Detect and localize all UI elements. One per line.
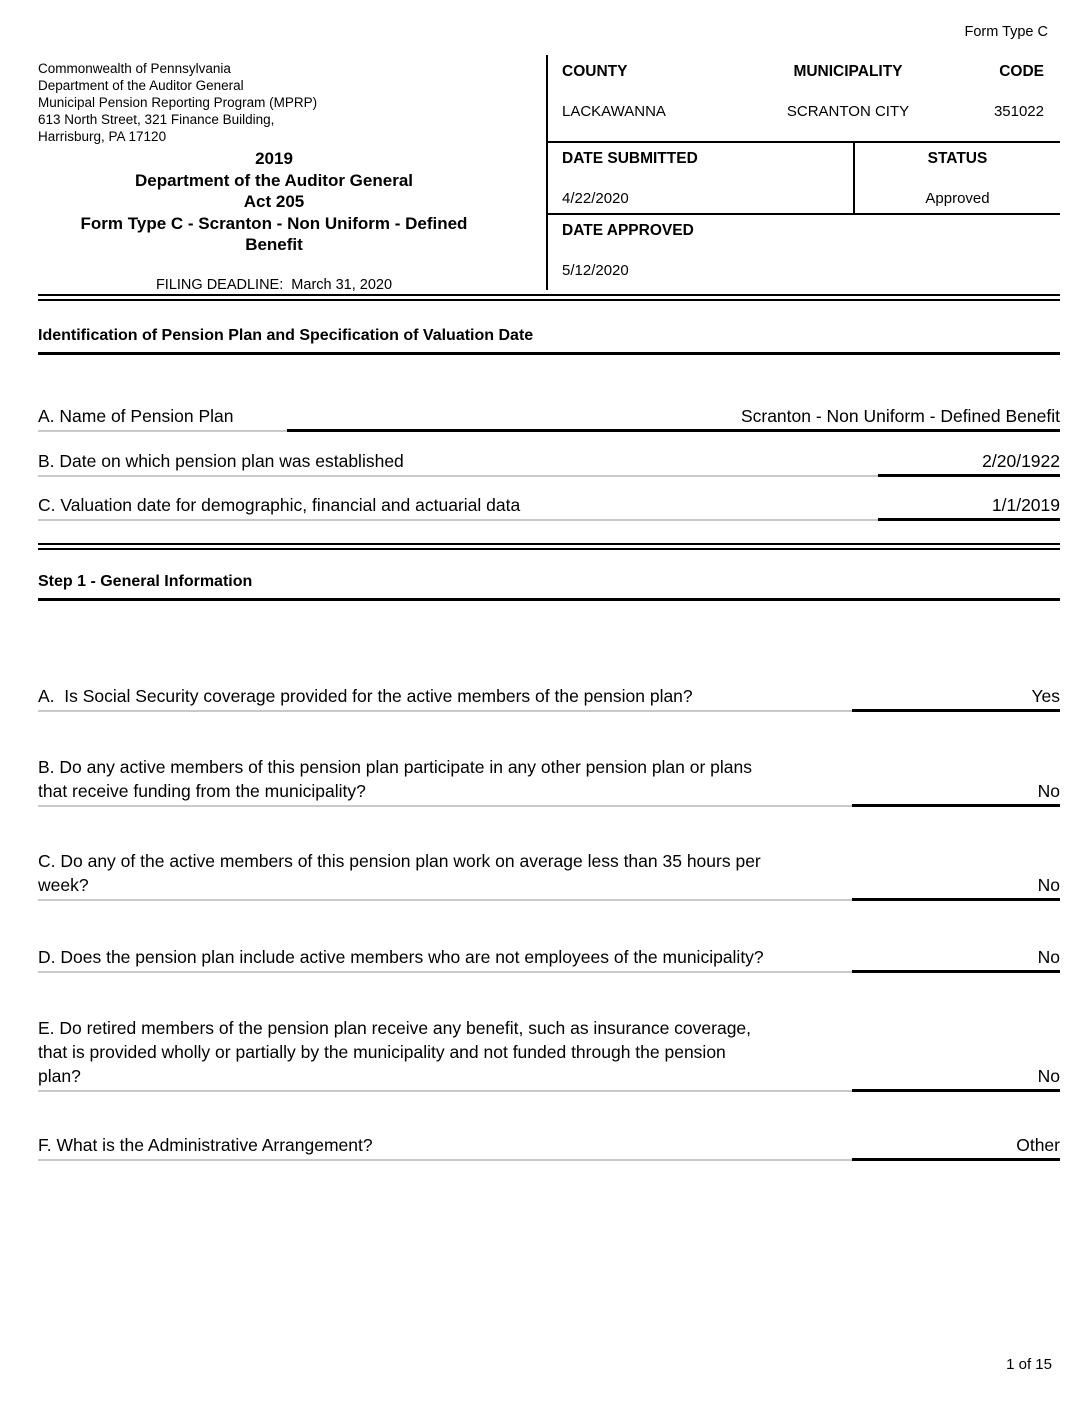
date-approved-row (548, 215, 1060, 288)
question-text: that receive funding from the municipality? (38, 781, 366, 801)
field-value: 2/20/1922 (982, 451, 1060, 471)
identification-section-heading (38, 326, 1060, 355)
header-divider-rule (38, 294, 1060, 301)
field-row-plan-name (38, 404, 1060, 432)
field-value: Scranton - Non Uniform - Defined Benefit (740, 406, 1060, 426)
agency-line: Commonwealth of Pennsylvania (38, 61, 231, 76)
question-row-retired-benefits (38, 1016, 1060, 1092)
date-approved-label: DATE APPROVED (562, 222, 694, 239)
form-title-line: Department of the Auditor General (134, 170, 413, 190)
status-cell (855, 143, 1060, 213)
answer-underline (38, 1089, 1060, 1092)
agency-line: Municipal Pension Reporting Program (MPRP) (38, 95, 318, 110)
section-title: Identification of Pension Plan and Specification of Valuation Date (38, 327, 534, 344)
status-label: STATUS (927, 150, 988, 167)
municipality-label: MUNICIPALITY (793, 63, 903, 80)
form-title-line: Benefit (245, 235, 303, 254)
field-label: B. Date on which pension plan was established (38, 451, 404, 471)
date-approved-value: 5/12/2020 (562, 262, 629, 279)
county-value: LACKAWANNA (562, 103, 666, 120)
municipality-value: SCRANTON CITY (786, 103, 910, 120)
field-row-valuation-date (38, 493, 1060, 521)
agency-line: Harrisburg, PA 17120 (38, 129, 167, 144)
answer-underline (38, 804, 1060, 807)
question-text: C. Do any of the active members of this pension plan work on average less than 35 hours per (38, 851, 761, 871)
question-row-social-security (38, 684, 1060, 712)
field-underline (38, 518, 1060, 521)
form-title-line: Act 205 (243, 192, 305, 211)
form-title-line: Form Type C - Scranton - Non Uniform - Defined (80, 213, 468, 233)
question-answer: No (1037, 1066, 1060, 1086)
question-answer: Yes (1031, 686, 1060, 706)
answer-underline (38, 898, 1060, 901)
question-text: plan? (38, 1066, 81, 1086)
field-row-date-established (38, 449, 1060, 477)
question-answer: Other (1016, 1135, 1060, 1155)
date-submitted-cell (548, 143, 855, 213)
question-text: E. Do retired members of the pension plan receive any benefit, such as insurance coverage, (38, 1018, 752, 1038)
question-answer: No (1037, 875, 1060, 895)
field-underline (38, 474, 1060, 477)
section-underline (38, 598, 1060, 601)
code-label: CODE (999, 63, 1044, 80)
question-row-35-hours (38, 849, 1060, 901)
field-value: 1/1/2019 (991, 495, 1060, 515)
date-submitted-status-row (548, 143, 1060, 215)
county-municipality-row (548, 55, 1060, 143)
question-row-non-employees (38, 945, 1060, 973)
section-underline (38, 352, 1060, 355)
answer-underline (38, 709, 1060, 712)
county-label: COUNTY (562, 63, 628, 80)
field-label: A. Name of Pension Plan (38, 406, 234, 426)
date-submitted-label: DATE SUBMITTED (562, 150, 698, 167)
field-underline (38, 429, 1060, 432)
section-divider-rule (38, 543, 1060, 550)
question-text: that is provided wholly or partially by the municipality and not funded through the pension (38, 1042, 726, 1062)
filing-deadline: FILING DEADLINE: March 31, 2020 (155, 276, 393, 293)
answer-underline (38, 1158, 1060, 1161)
question-text: F. What is the Administrative Arrangement? (38, 1135, 373, 1155)
agency-line: 613 North Street, 321 Finance Building, (38, 112, 275, 127)
question-answer: No (1037, 781, 1060, 801)
question-text: B. Do any active members of this pension plan participate in any other pension plan or plans (38, 757, 753, 777)
form-title-line: 2019 (255, 149, 293, 168)
page-number: 1 of 15 (1006, 1356, 1052, 1373)
question-answer: No (1037, 947, 1060, 967)
question-text: A. Is Social Security coverage provided for the active members of the pension plan? (38, 686, 693, 706)
form-type-label: Form Type C (964, 24, 1048, 40)
step1-section-heading (38, 572, 1060, 601)
answer-underline (38, 970, 1060, 973)
field-label: C. Valuation date for demographic, financial and actuarial data (38, 495, 521, 515)
question-text: D. Does the pension plan include active members who are not employees of the municipality? (38, 947, 764, 967)
question-text: week? (38, 875, 89, 895)
submission-info-table (546, 55, 1060, 290)
date-submitted-value: 4/22/2020 (562, 190, 629, 207)
question-row-other-plans (38, 755, 1060, 807)
status-value: Approved (925, 190, 990, 207)
agency-line: Department of the Auditor General (38, 78, 244, 93)
question-row-admin-arrangement (38, 1133, 1060, 1161)
agency-header-block (38, 60, 510, 293)
code-value: 351022 (993, 103, 1044, 120)
form-title-block (38, 148, 510, 256)
section-title: Step 1 - General Information (38, 573, 253, 590)
